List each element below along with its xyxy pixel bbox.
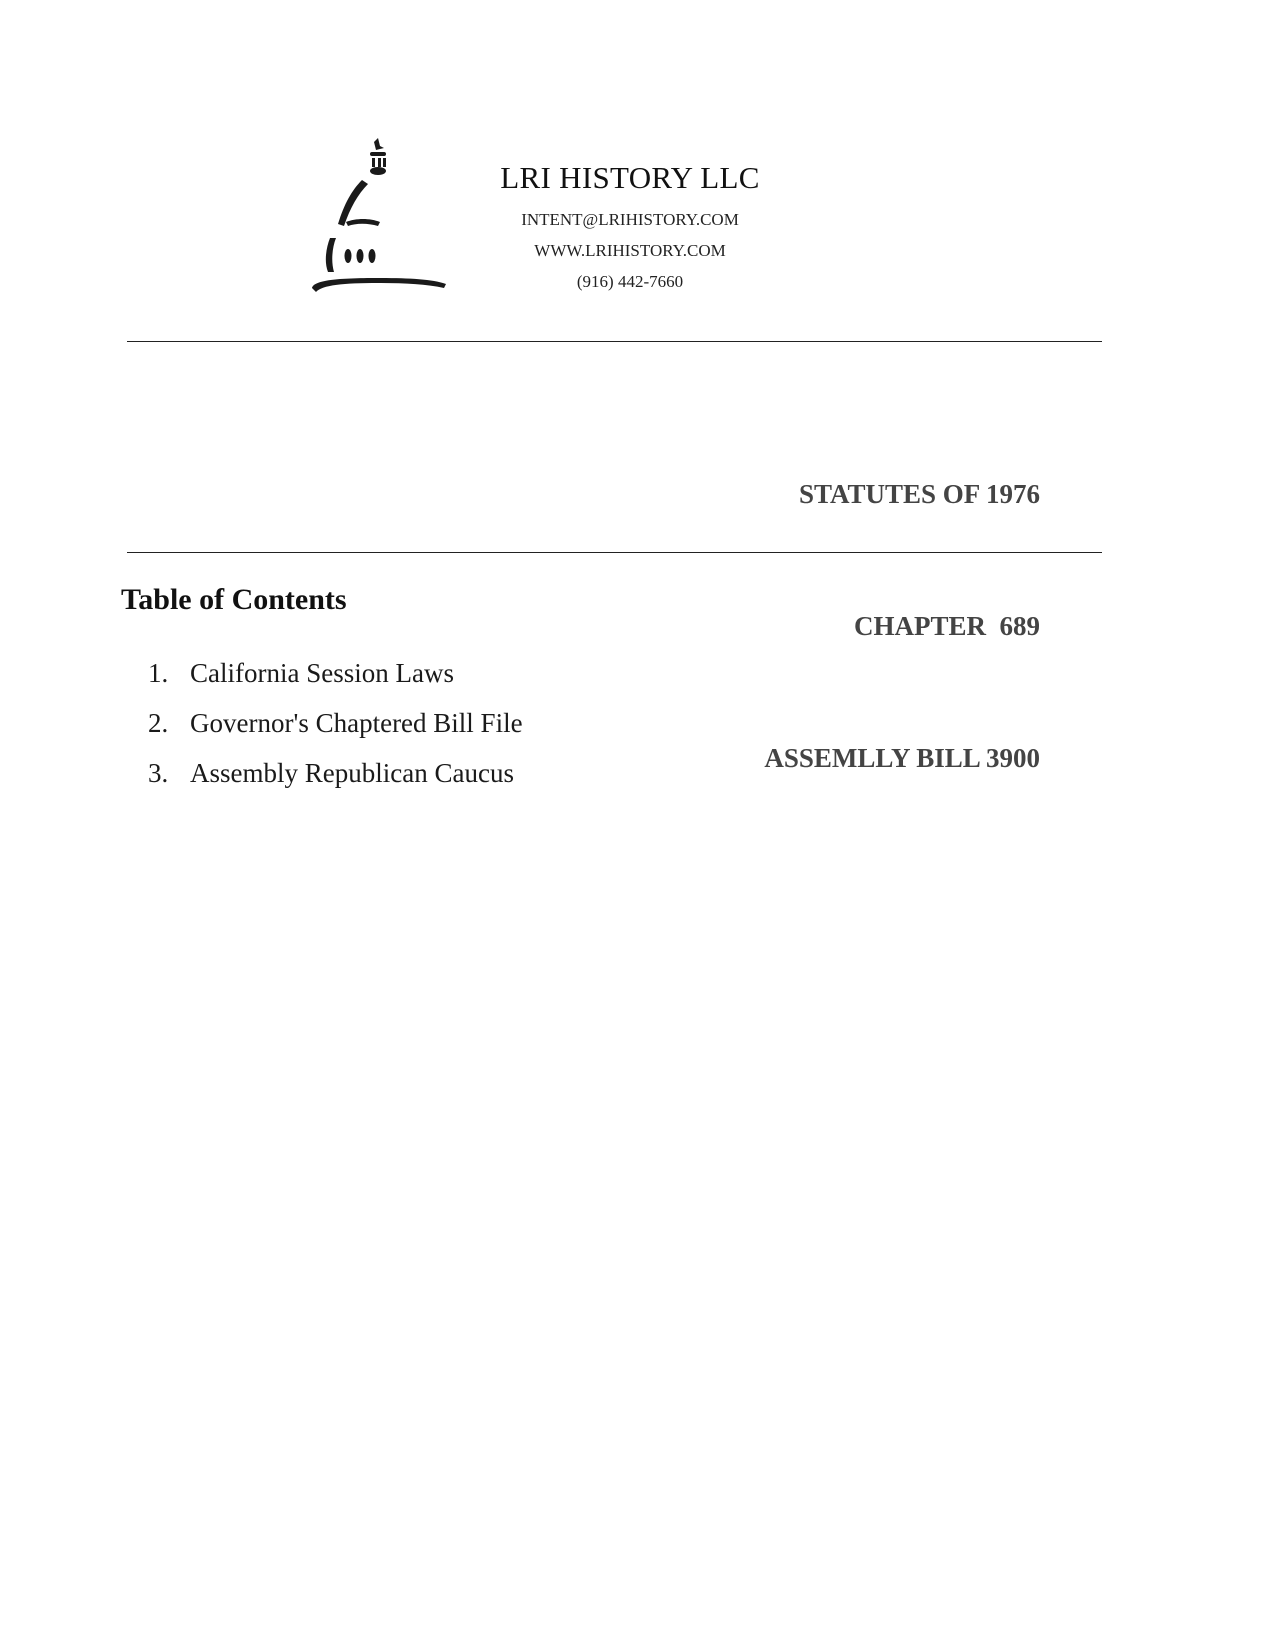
toc-item-number: 2. <box>148 708 169 738</box>
toc-title: Table of Contents <box>121 583 347 616</box>
company-phone: (916) 442-7660 <box>576 272 684 291</box>
chapter-line: CHAPTER 689 <box>853 611 1040 641</box>
company-website: WWW.LRIHISTORY.COM <box>534 241 726 260</box>
toc-item-number: 1. <box>148 658 169 688</box>
letterhead <box>480 158 780 297</box>
toc-item <box>148 648 523 698</box>
section-divider <box>127 552 1102 553</box>
capitol-dome-icon <box>308 138 450 294</box>
company-name: LRI HISTORY LLC <box>500 160 760 195</box>
company-email: INTENT@LRIHISTORY.COM <box>521 210 739 229</box>
toc-item-label: Assembly Republican Caucus <box>190 758 514 788</box>
toc-list <box>148 648 523 798</box>
bill-identification <box>764 384 1040 824</box>
toc-item-number: 3. <box>148 758 169 788</box>
toc-item <box>148 748 523 798</box>
toc-item <box>148 698 523 748</box>
toc-item-label: California Session Laws <box>190 658 454 688</box>
bill-number-line: ASSEMLLY BILL 3900 <box>764 743 1040 773</box>
toc-item-label: Governor's Chaptered Bill File <box>190 708 523 738</box>
header-divider <box>127 341 1102 342</box>
statutes-line: STATUTES OF 1976 <box>798 479 1040 509</box>
